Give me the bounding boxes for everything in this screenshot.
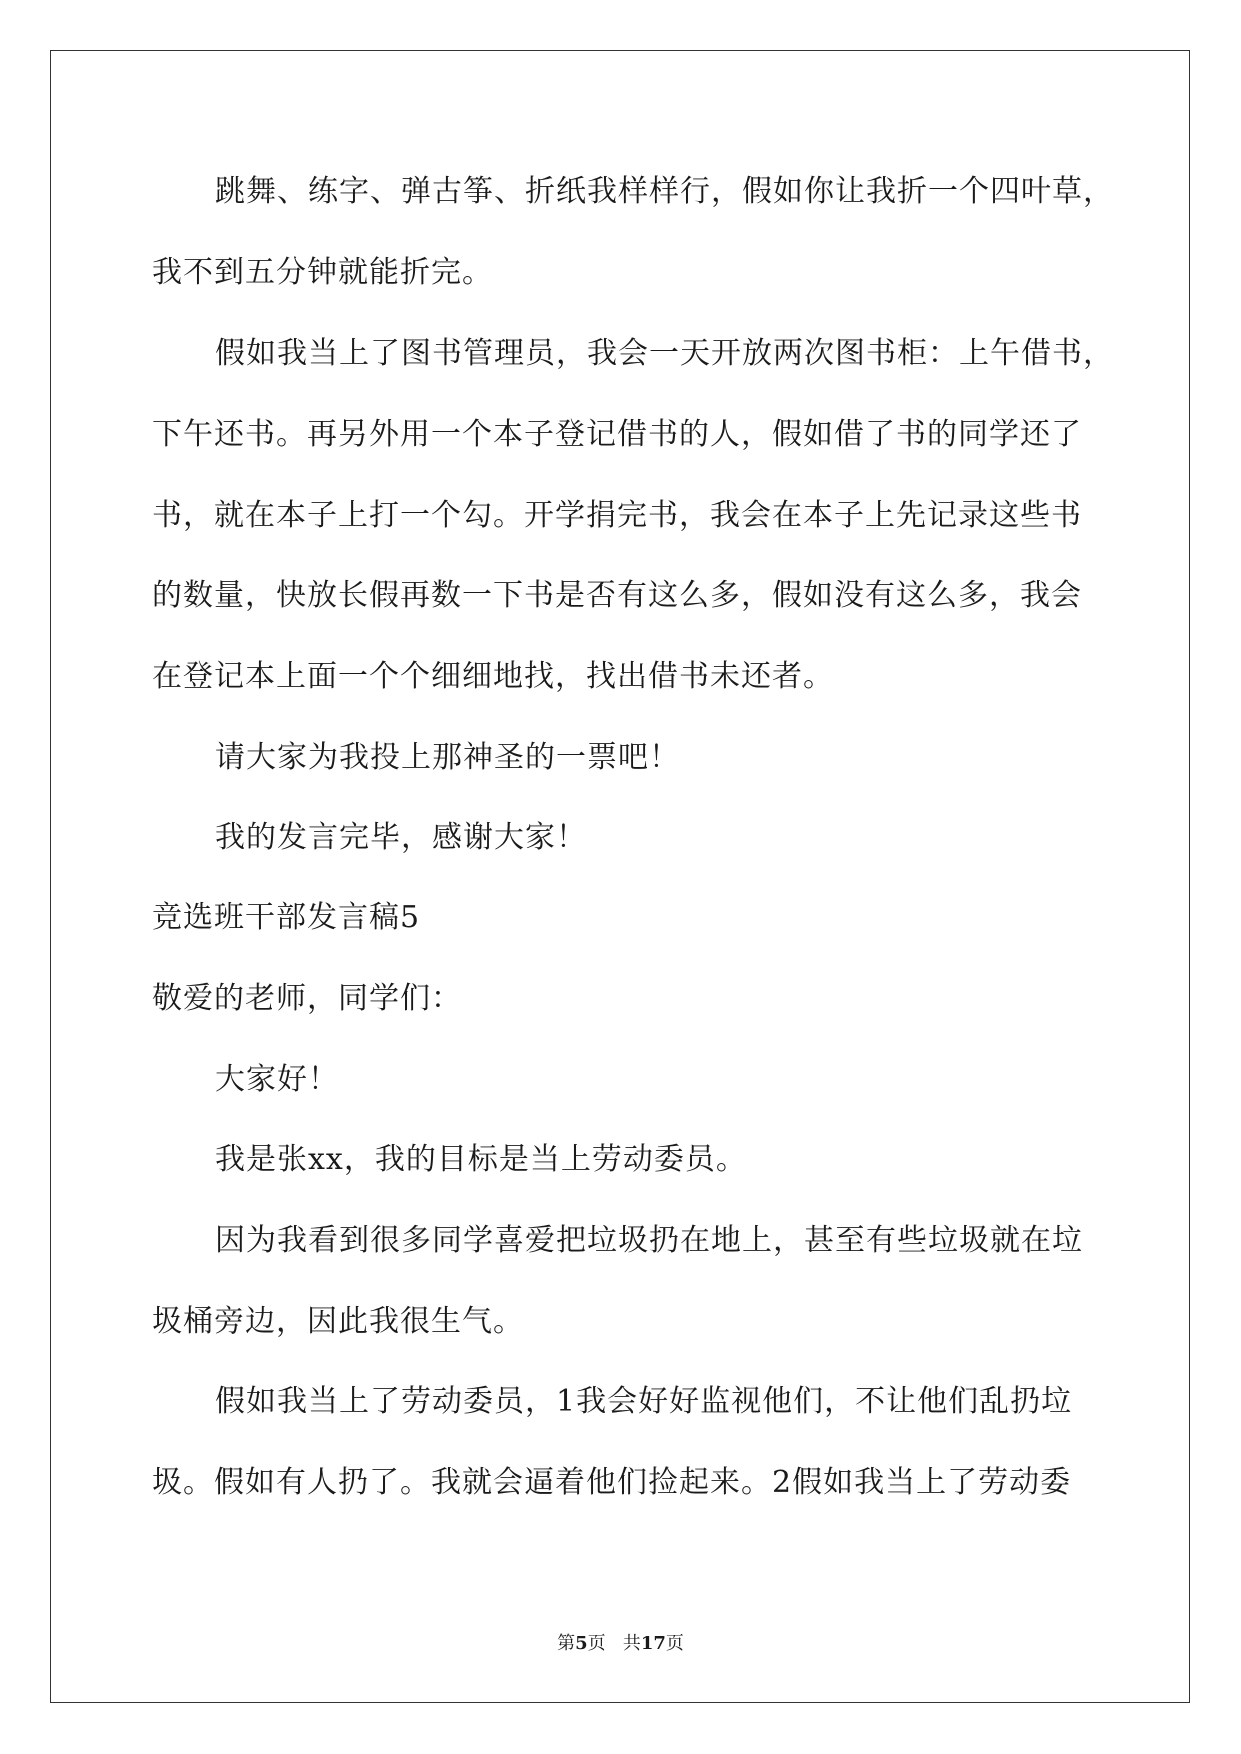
paragraph-line: 在登记本上面一个个细细地找，找出借书未还者。 [152, 659, 834, 694]
paragraph-line: 跳舞、练字、弹古筝、折纸我样样行，假如你让我折一个四叶草， [215, 174, 1114, 209]
paragraph-line: 假如我当上了劳动委员，1我会好好监视他们，不让他们乱扔垃 [215, 1384, 1073, 1419]
paragraph-line: 请大家为我投上那神圣的一票吧！ [215, 740, 680, 775]
footer-total-unit: 页 [665, 1633, 684, 1654]
paragraph-line: 我是张xx，我的目标是当上劳动委员。 [215, 1142, 747, 1177]
footer-page-unit: 页 [587, 1633, 606, 1654]
footer-total-pages: 17 [640, 1633, 666, 1654]
paragraph-line: 圾桶旁边，因此我很生气。 [152, 1304, 524, 1339]
paragraph-line: 因为我看到很多同学喜爱把垃圾扔在地上，甚至有些垃圾就在垃 [215, 1223, 1083, 1258]
footer-prefix: 第 [557, 1633, 576, 1654]
paragraph-line: 我不到五分钟就能折完。 [152, 255, 493, 290]
paragraph-line: 我的发言完毕，感谢大家！ [215, 820, 587, 855]
footer-total-prefix: 共 [622, 1633, 641, 1654]
page-footer [0, 1632, 1241, 1656]
footer-page-number: 5 [575, 1633, 588, 1654]
paragraph-line: 书，就在本子上打一个勾。开学捐完书，我会在本子上先记录这些书 [152, 498, 1082, 533]
salutation: 敬爱的老师，同学们： [152, 981, 462, 1016]
paragraph-line: 假如我当上了图书管理员，我会一天开放两次图书柜：上午借书， [215, 336, 1114, 371]
section-heading: 竞选班干部发言稿5 [152, 900, 421, 935]
page-border [50, 50, 1190, 1703]
greeting: 大家好！ [215, 1062, 339, 1097]
paragraph-line: 圾。假如有人扔了。我就会逼着他们捡起来。2假如我当上了劳动委 [152, 1465, 1072, 1500]
paragraph-line: 下午还书。再另外用一个本子登记借书的人，假如借了书的同学还了 [152, 417, 1082, 452]
paragraph-line: 的数量，快放长假再数一下书是否有这么多，假如没有这么多，我会 [152, 578, 1082, 613]
